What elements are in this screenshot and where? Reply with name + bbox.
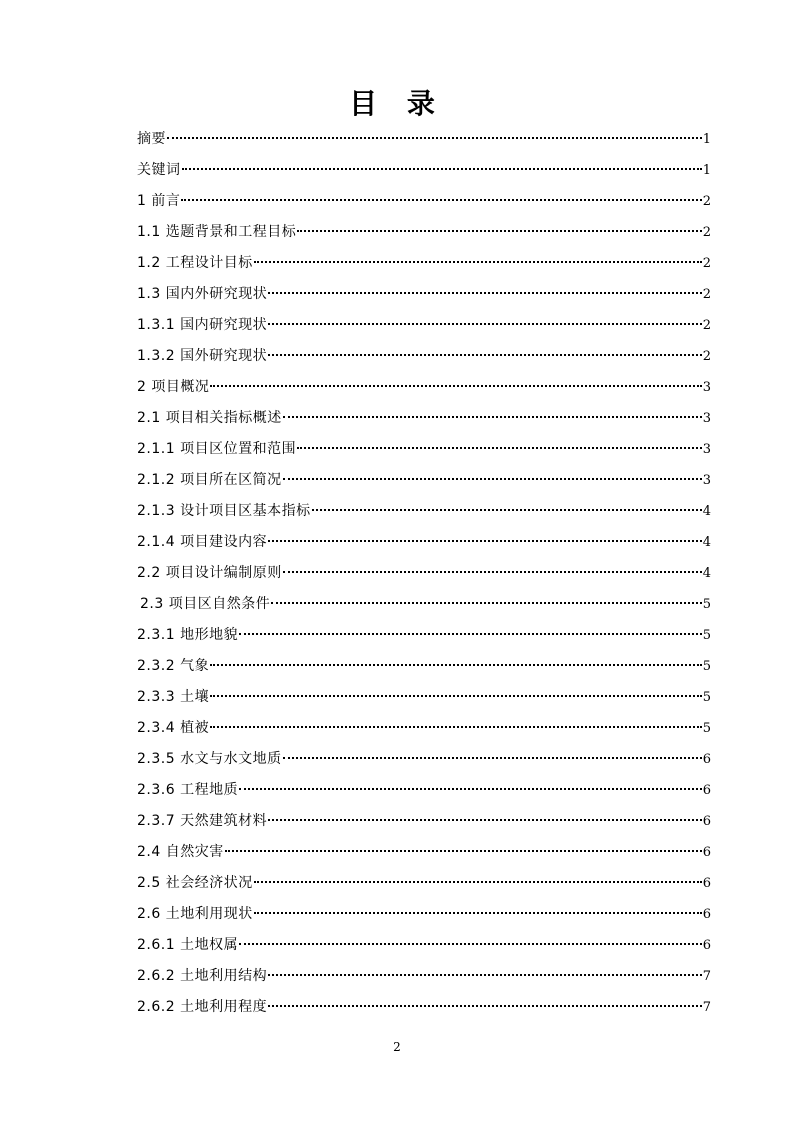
toc-leader-dots	[210, 695, 702, 697]
toc-entry[interactable]	[137, 713, 711, 744]
toc-title: 目 录	[349, 87, 445, 120]
toc-entry[interactable]	[137, 124, 711, 155]
toc-entry-page: 1	[702, 132, 711, 147]
toc-entry-page: 5	[702, 690, 711, 705]
toc-entry[interactable]	[137, 496, 711, 527]
toc-entry[interactable]	[137, 434, 711, 465]
toc-entry-page: 5	[702, 659, 711, 674]
toc-leader-dots	[239, 633, 702, 635]
toc-entry-text: 2.6 土地利用现状	[137, 906, 253, 922]
toc-leader-dots	[268, 323, 702, 325]
toc-entry-text: 2 项目概况	[137, 379, 210, 395]
toc-entry[interactable]	[137, 372, 711, 403]
toc-entry-page: 3	[702, 411, 711, 426]
toc-entry[interactable]	[137, 744, 711, 775]
toc-leader-dots	[297, 230, 702, 232]
toc-leader-dots	[181, 199, 701, 201]
toc-leader-dots	[268, 292, 702, 294]
page-number: 2	[393, 1040, 401, 1054]
toc-entry[interactable]	[137, 155, 711, 186]
toc-entry[interactable]	[137, 558, 711, 589]
toc-entry[interactable]	[137, 403, 711, 434]
toc-leader-dots	[268, 1005, 702, 1007]
toc-entry[interactable]	[137, 806, 711, 837]
toc-entry-page: 6	[702, 752, 711, 767]
toc-entry-text: 2.3.3 土壤	[137, 689, 210, 705]
toc-entry-text: 2.3.2 气象	[137, 658, 210, 674]
toc-leader-dots	[283, 478, 702, 480]
toc-entry-page: 2	[702, 225, 711, 240]
toc-list	[137, 124, 711, 1023]
toc-entry[interactable]	[137, 341, 711, 372]
toc-entry-text: 2.3.5 水文与水文地质	[137, 751, 282, 767]
toc-entry[interactable]	[137, 868, 711, 899]
toc-entry-text: 2.1.3 设计项目区基本指标	[137, 503, 311, 519]
toc-entry-text: 2.2 项目设计编制原则	[137, 565, 282, 581]
toc-entry-page: 7	[702, 1000, 711, 1015]
toc-entry-page: 6	[702, 814, 711, 829]
toc-entry[interactable]	[137, 775, 711, 806]
toc-leader-dots	[268, 974, 702, 976]
toc-entry-page: 4	[702, 504, 711, 519]
toc-entry-page: 7	[702, 969, 711, 984]
toc-leader-dots	[210, 664, 702, 666]
toc-entry-text: 2.4 自然灾害	[137, 844, 224, 860]
toc-entry-text: 1 前言	[137, 193, 181, 209]
toc-leader-dots	[239, 943, 702, 945]
toc-entry-text: 1.3.1 国内研究现状	[137, 317, 268, 333]
toc-leader-dots	[268, 354, 702, 356]
toc-entry-page: 3	[702, 380, 711, 395]
toc-leader-dots	[225, 850, 702, 852]
toc-leader-dots	[254, 881, 702, 883]
toc-entry[interactable]	[137, 992, 711, 1023]
toc-entry-text: 1.3 国内外研究现状	[137, 286, 268, 302]
toc-entry[interactable]	[137, 279, 711, 310]
toc-entry-text: 2.1 项目相关指标概述	[137, 410, 282, 426]
toc-entry[interactable]	[137, 961, 711, 992]
toc-entry[interactable]	[137, 651, 711, 682]
toc-leader-dots	[182, 168, 702, 170]
toc-entry-text: 1.3.2 国外研究现状	[137, 348, 268, 364]
toc-entry-page: 4	[702, 535, 711, 550]
toc-entry[interactable]	[137, 248, 711, 279]
toc-leader-dots	[268, 540, 702, 542]
toc-entry-page: 3	[702, 442, 711, 457]
toc-entry[interactable]	[137, 930, 711, 961]
toc-entry-text: 2.1.1 项目区位置和范围	[137, 441, 297, 457]
toc-entry-page: 6	[702, 876, 711, 891]
toc-entry-text: 摘要	[137, 131, 166, 147]
toc-leader-dots	[268, 819, 702, 821]
toc-entry-text: 2.3.7 天然建筑材料	[137, 813, 268, 829]
toc-entry[interactable]	[137, 465, 711, 496]
toc-entry-text: 1.2 工程设计目标	[137, 255, 253, 271]
toc-entry-text: 2.3.1 地形地貌	[137, 627, 239, 643]
toc-entry-page: 2	[702, 349, 711, 364]
toc-entry-page: 5	[702, 721, 711, 736]
toc-entry-text: 2.3 项目区自然条件	[140, 596, 271, 612]
toc-leader-dots	[271, 602, 702, 604]
toc-entry-page: 6	[702, 783, 711, 798]
toc-entry-text: 2.6.2 土地利用程度	[137, 999, 268, 1015]
toc-entry-page: 6	[702, 938, 711, 953]
toc-entry-page: 5	[702, 597, 711, 612]
toc-entry[interactable]	[137, 217, 711, 248]
toc-entry[interactable]	[137, 186, 711, 217]
toc-entry-page: 2	[702, 194, 711, 209]
toc-entry-text: 2.5 社会经济状况	[137, 875, 253, 891]
toc-entry-page: 2	[702, 256, 711, 271]
toc-entry-text: 关键词	[137, 162, 181, 178]
toc-entry-text: 1.1 选题背景和工程目标	[137, 224, 297, 240]
toc-entry-page: 3	[702, 473, 711, 488]
toc-entry[interactable]	[137, 899, 711, 930]
toc-entry-text: 2.1.4 项目建设内容	[137, 534, 268, 550]
toc-entry[interactable]	[137, 837, 711, 868]
toc-entry-text: 2.6.1 土地权属	[137, 937, 239, 953]
toc-entry-text: 2.6.2 土地利用结构	[137, 968, 268, 984]
toc-entry-page: 2	[702, 287, 711, 302]
toc-entry-text: 2.3.4 植被	[137, 720, 210, 736]
toc-entry-page: 6	[702, 845, 711, 860]
toc-leader-dots	[312, 509, 702, 511]
toc-leader-dots	[283, 757, 702, 759]
toc-leader-dots	[239, 788, 702, 790]
toc-leader-dots	[210, 726, 702, 728]
toc-leader-dots	[283, 416, 702, 418]
toc-entry-text: 2.3.6 工程地质	[137, 782, 239, 798]
toc-entry[interactable]	[137, 527, 711, 558]
toc-leader-dots	[254, 261, 702, 263]
toc-entry[interactable]	[137, 589, 711, 620]
toc-entry-text: 2.1.2 项目所在区简况	[137, 472, 282, 488]
toc-entry-page: 5	[702, 628, 711, 643]
toc-leader-dots	[167, 137, 702, 139]
toc-entry-page: 1	[702, 163, 711, 178]
toc-leader-dots	[254, 912, 702, 914]
toc-entry-page: 2	[702, 318, 711, 333]
toc-entry-page: 6	[702, 907, 711, 922]
toc-entry-page: 4	[702, 566, 711, 581]
toc-leader-dots	[297, 447, 702, 449]
toc-entry[interactable]	[137, 620, 711, 651]
toc-entry[interactable]	[137, 310, 711, 341]
toc-leader-dots	[210, 385, 701, 387]
toc-entry[interactable]	[137, 682, 711, 713]
toc-leader-dots	[283, 571, 702, 573]
